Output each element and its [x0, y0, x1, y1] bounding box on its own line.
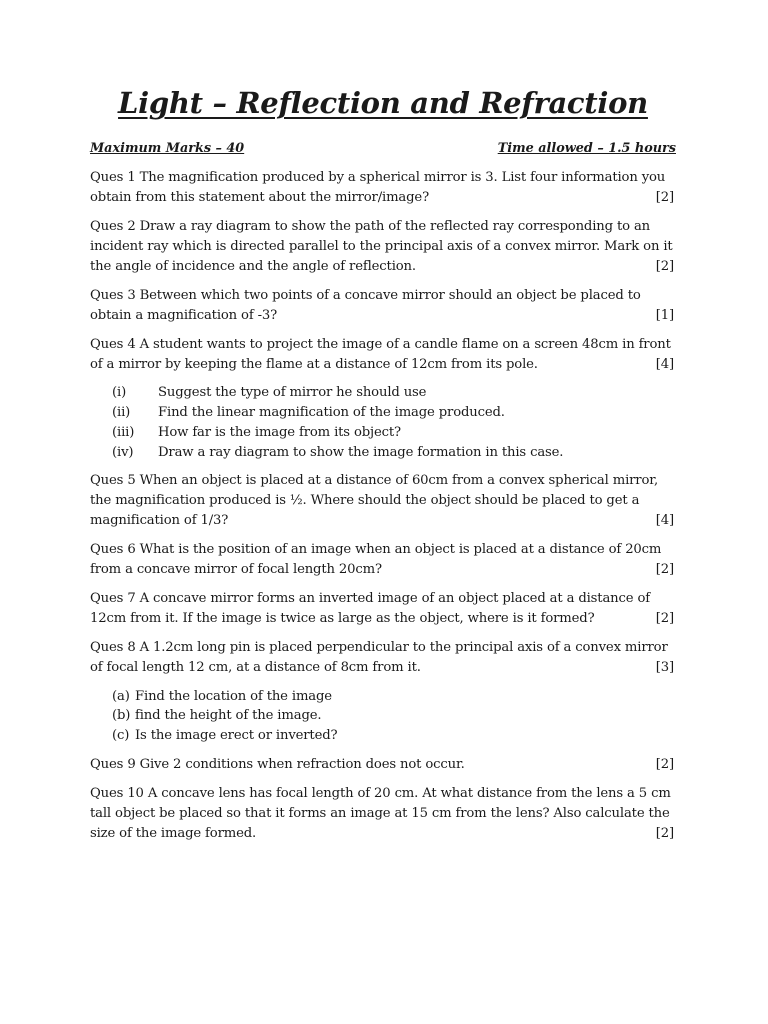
- question-2: [90, 217, 676, 276]
- question-9: [90, 755, 676, 775]
- question-text: Ques 9 Give 2 conditions when refraction does not occur.: [90, 756, 465, 772]
- subpart-text: Find the location of the image: [135, 688, 332, 704]
- question-text: Ques 4 A student wants to project the image of a candle flame on a screen 48cm in front of a mirror by keeping the flame at a distance of 12cm from its pole.: [90, 337, 671, 372]
- subpart-item: [90, 443, 676, 463]
- subpart-label: (b): [112, 708, 131, 724]
- question-text: Ques 5 When an object is placed at a distance of 60cm from a convex spherical mirror, the magnification produced is ½. Where should the object should be placed to get a magnification of 1/3?: [90, 473, 658, 528]
- question-marks: [2]: [650, 609, 674, 629]
- max-marks-label: Maximum Marks – 40: [90, 141, 245, 156]
- subpart-text: Suggest the type of mirror he should use: [158, 385, 427, 401]
- subpart-item: [90, 687, 676, 707]
- question-7: [90, 589, 676, 629]
- question-marks: [2]: [650, 824, 674, 844]
- subpart-text: Is the image erect or inverted?: [135, 728, 338, 744]
- question-4-subparts: [90, 383, 676, 462]
- question-8-subparts: [90, 687, 676, 746]
- question-marks: [3]: [650, 658, 674, 678]
- question-6: [90, 540, 676, 580]
- subpart-label: (a): [112, 688, 130, 704]
- subpart-label: (iv): [112, 444, 134, 460]
- paper-meta: [90, 141, 676, 161]
- question-10: [90, 784, 676, 843]
- question-3: [90, 286, 676, 326]
- question-5: [90, 471, 676, 530]
- subpart-label: (ii): [112, 404, 131, 420]
- subpart-label: (i): [112, 385, 127, 401]
- subpart-text: Find the linear magnification of the image produced.: [158, 404, 505, 420]
- question-4: [90, 335, 676, 375]
- subpart-item: [90, 423, 676, 443]
- subpart-text: Draw a ray diagram to show the image formation in this case.: [158, 444, 564, 460]
- question-marks: [4]: [650, 511, 674, 531]
- subpart-label: (iii): [112, 424, 135, 440]
- question-text: Ques 3 Between which two points of a concave mirror should an object be placed to obtain a magnification of -3?: [90, 287, 641, 323]
- question-marks: [2]: [650, 257, 674, 277]
- question-marks: [2]: [650, 560, 674, 580]
- question-marks: [4]: [650, 355, 674, 375]
- question-marks: [2]: [650, 188, 674, 208]
- question-marks: [2]: [650, 755, 674, 775]
- question-marks: [1]: [650, 306, 674, 326]
- question-1: [90, 168, 676, 208]
- question-text: Ques 1 The magnification produced by a spherical mirror is 3. List four information you obtain from this statement about the mirror/image?: [90, 170, 666, 205]
- question-8: [90, 638, 676, 678]
- question-text: Ques 6 What is the position of an image when an object is placed at a distance of 20cm from a concave mirror of focal length 20cm?: [90, 542, 662, 578]
- subpart-text: find the height of the image.: [135, 708, 322, 724]
- subpart-item: [90, 706, 676, 726]
- question-text: Ques 2 Draw a ray diagram to show the path of the reflected ray corresponding to an incident ray which is directed parallel to the principal axis of a convex mirror. Mark on it the angle of incidence and the angle of reflection.: [90, 219, 673, 274]
- subpart-item: [90, 403, 676, 423]
- subpart-text: How far is the image from its object?: [158, 424, 401, 440]
- subpart-label: (c): [112, 728, 130, 744]
- time-allowed-label: Time allowed – 1.5 hours: [497, 141, 676, 156]
- subpart-item: [90, 383, 676, 403]
- subpart-item: [90, 726, 676, 746]
- question-text: Ques 7 A concave mirror forms an inverted image of an object placed at a distance of 12cm from it. If the image is twice as large as the object, where is it formed?: [90, 591, 650, 627]
- question-text: Ques 8 A 1.2cm long pin is placed perpendicular to the principal axis of a convex mirror of focal length 12 cm, at a distance of 8cm from it.: [90, 640, 668, 676]
- question-list: [90, 168, 676, 853]
- question-text: Ques 10 A concave lens has focal length of 20 cm. At what distance from the lens a 5 cm tall object be placed so that it forms an image at 15 cm from the lens? Also calculate the size of the image formed.: [90, 786, 671, 841]
- page-title: Light – Reflection and Refraction: [118, 86, 648, 120]
- question-paper: [90, 0, 676, 124]
